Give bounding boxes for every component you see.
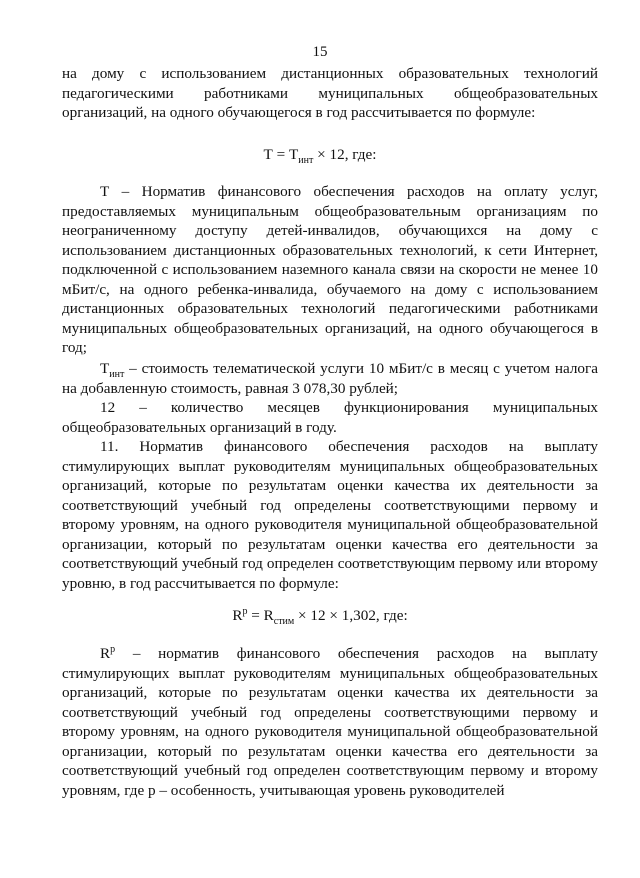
tint-symbol-subscript: инт [109,369,125,381]
formula-r-lhs: R [232,607,243,624]
r-symbol-superscript: p [110,643,116,655]
r-definition-text: – норматив финансового обеспечения расходов на выплату стимулирующих выплат руководителям муниципальных общеобразовательных организаций, которые по результатам оценки качества их деятельности за соответствующий учебный год определены соответствующими первому и второму уровням, на одного руководителя муниципальной общеобразовательной организации, который по результатам оценки качества его деятельности за соответствующий учебный год определен соответствующим первому и второму уровням, где p – особенность, учитывающая уровень руководителей [62,645,598,799]
paragraph-r-definition [62,644,598,800]
formula-t-rhs: × 12, где: [313,146,377,163]
paragraph-section-11: 11. Норматив финансового обеспечения расходов на выплату стимулирующих выплат руководителям муниципальных общеобразовательных организаций, которые по результатам оценки качества их деятельности за соответствующий учебный год определены соответствующими первому и второму уровням, на одного руководителя муниципальной общеобразовательной организации, который по результатам оценки качества его деятельности за соответствующий учебный год определен соответствующим первому или второму уровню, в год рассчитывается по формуле: [62,438,598,592]
formula-r-eq: = R [247,607,274,624]
formula-r [0,606,640,626]
tint-symbol: Т [100,360,110,377]
paragraph-intro: на дому с использованием дистанционных образовательных технологий педагогическими работниками муниципальных общеобразовательных организаций, на одного обучающегося в год рассчитывается по формуле: [62,65,598,121]
paragraph-months-definition: 12 – количество месяцев функционирования муниципальных общеобразовательных организаций в году. [62,399,598,436]
paragraph-t-definition: Т – Норматив финансового обеспечения расходов на оплату услуг, предоставляемых муниципальным общеобразовательным организациям по неограниченному доступу детей-инвалидов, обучающихся на дому с использованием дистанционных образовательных технологий, к сети Интернет, подключенной с использованием наземного канала связи на скорости не менее 10 мБит/с, на одного ребенка-инвалида, обучаемого на дому с использованием дистанционных образовательных технологий педагогическими работниками муниципальных общеобразовательных организаций, на одного обучающегося в год; [62,183,598,356]
formula-r-rhs: × 12 × 1,302, где: [294,607,408,624]
page-number: 15 [312,44,328,60]
formula-r-superscript: p [242,605,248,617]
formula-t [0,145,640,165]
tint-definition-text: – стоимость телематической услуги 10 мБит/с в месяц с учетом налога на добавленную стоимость, равная 3 078,30 рублей; [62,360,598,397]
formula-t-subscript: инт [298,155,314,167]
paragraph-tint-definition [62,359,598,398]
formula-t-lhs: Т = Т [263,146,299,163]
r-symbol: R [100,645,111,662]
formula-r-subscript: стим [273,616,295,628]
